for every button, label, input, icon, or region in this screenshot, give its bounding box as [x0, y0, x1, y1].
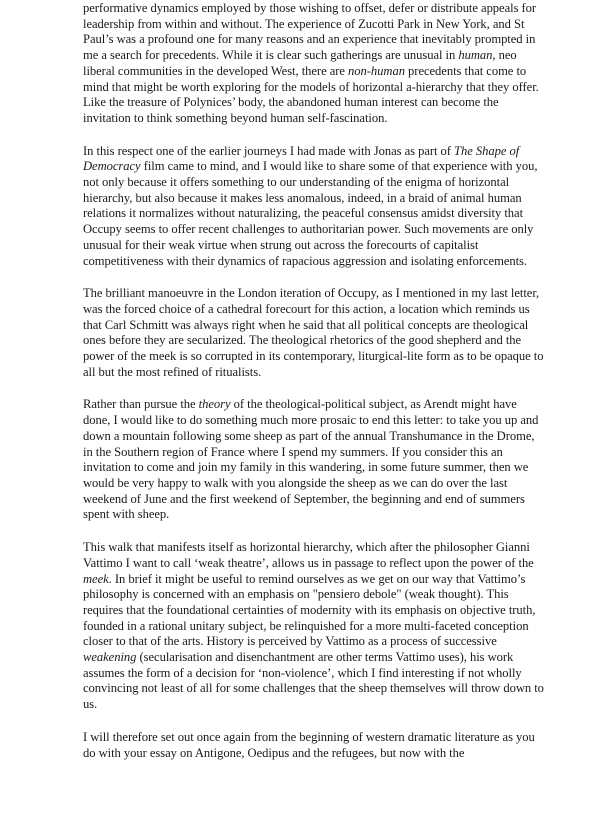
- text-run: , neo liberal communities in the developed West, there are: [83, 48, 517, 78]
- paragraph-4: [83, 397, 544, 523]
- paragraph-1: [83, 1, 544, 127]
- text-run: This walk that manifests itself as horizontal hierarchy, which after the philosopher Gianni Vattimo I want to call ‘weak theatre’, allows us in passage to reflect upon the power of the: [83, 540, 534, 570]
- text-run: of the theological-political subject, as Arendt might have done, I would like to do something much more prosaic to end this letter: to take you up and down a mountain following some sheep as part of the annual Transhumance in the Drome, in the Southern region of France where I spend my summers. If you consider this an invitation to come and join my family in this wandering, in some future summer, then we would be very happy to walk with you alongside the sheep as we can do over the last weekend of June and the first weekend of September, the beginning and end of summers spent with sheep.: [83, 397, 539, 522]
- italic-text-run: weakening: [83, 650, 137, 665]
- text-run: performative dynamics employed by those wishing to offset, defer or distribute appeals for leadership from within and without. The experience of Zucotti Park in New York, and St Paul’s was a profound one for many reasons and an experience that inevitably prompted in me a search for precedents. While it is clear such gatherings are unusual in: [83, 1, 537, 63]
- text-run: In this respect one of the earlier journeys I had made with Jonas as part of: [83, 143, 455, 158]
- text-run: Rather than pursue the: [83, 397, 199, 412]
- paragraph-2: [83, 144, 544, 270]
- paragraph-5: [83, 540, 544, 713]
- italic-text-run: theory: [198, 397, 231, 412]
- paragraph-3: [83, 286, 544, 380]
- text-run: (secularisation and disenchantment are other terms Vattimo uses), his work assumes the form of a decision for ‘non-violence’, which I find interesting if not wholly convincing not least of all for some challenges that the sheep themselves will throw down to us.: [83, 650, 544, 712]
- italic-text-run: non-human: [348, 63, 405, 78]
- italic-text-run: meek: [83, 571, 109, 586]
- text-run: The brilliant manoeuvre in the London iteration of Occupy, as I mentioned in my last letter, was the forced choice of a cathedral forecourt for this action, a location which reminds us that Carl Schmitt was always right when he said that all political concepts are theological ones before they are secularized. The theological rhetorics of the good shepherd and the power of the meek is so corrupted in its contemporary, liturgical-lite form as to be opaque to all but the most refined of ritualists.: [83, 286, 544, 379]
- text-run: film came to mind, and I would like to share some of that experience with you, not only because it offers something to our understanding of the enigma of horizontal hierarchy, but also because it makes less anomalous, indeed, in a braid of animal human relations it normalizes without naturalizing, the peaceful consensus amidst diversity that Occupy seems to offer recent challenges to authoritarian power. Such movements are only unusual for their weak virtue when strung out across the forecourts of capitalist competitiveness with their dynamics of rapacious aggression and isolating enforcements.: [83, 159, 538, 268]
- paragraph-6: [83, 730, 544, 761]
- italic-text-run: The Shape of Democracy: [83, 143, 520, 174]
- text-run: I will therefore set out once again from the beginning of western dramatic literature as you do with your essay on Antigone, Oedipus and the refugees, but now with the: [83, 729, 535, 760]
- italic-text-run: human: [458, 48, 493, 63]
- text-run: . In brief it might be useful to remind ourselves as we get on our way that Vattimo’s philosophy is concerned with an emphasis on "pensiero debole" (weak thought). This requires that the foundational certainties of modernity with its emphasis on objective truth, founded in a rational unitary subject, be relinquished for a more multi-faceted conception closer to that of the arts. History is perceived by Vattimo as a process of successive: [83, 571, 536, 649]
- text-run: precedents that come to mind that might be worth exploring for the models of horizontal a-hierarchy that they offer. Like the treasure of Polynices’ body, the abandoned human interest can become the invitation to think something beyond human self-fascination.: [83, 63, 539, 125]
